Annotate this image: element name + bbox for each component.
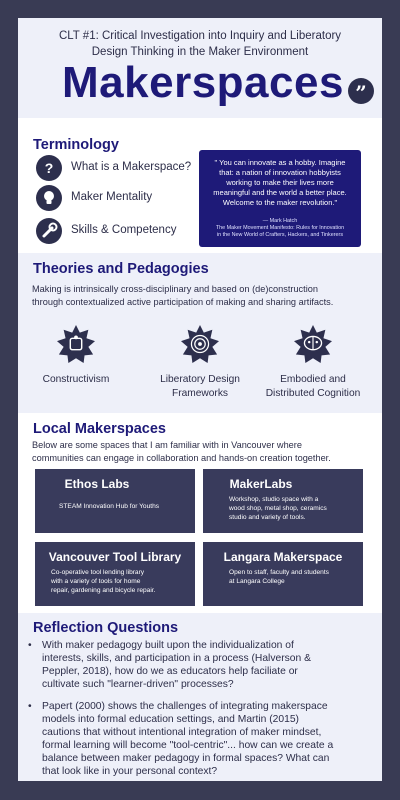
quote-source: The Maker Movement Manifesto: Rules for Innovation [215, 225, 345, 231]
subtitle-line: CLT #1: Critical Investigation into Inquiry and Liberatory [58, 30, 342, 42]
theory-label [145, 373, 255, 401]
header-subtitle [18, 28, 382, 60]
card-desc-line: STEAM Innovation Hub for Youths [59, 503, 160, 510]
intro-line: Below are some spaces that I am familiar with in Vancouver where [32, 440, 302, 450]
card-desc-line: studio and variety of tools. [229, 514, 306, 521]
makerspace-card-langara [203, 542, 363, 606]
card-desc-line: wood shop, metal shop, ceramics [229, 505, 327, 512]
reflection-line: cultivate such "learner-driven" processes? [42, 679, 234, 690]
reflection-line: cautions that without intentional integration of maker mindset, [42, 727, 322, 738]
wrench-icon [36, 218, 62, 244]
term-label: Maker Mentality [71, 191, 153, 203]
terminology-heading: Terminology [33, 137, 119, 153]
quote-line: that: a nation of innovation hobbyists [219, 168, 341, 177]
card-title: Langara Makerspace [223, 550, 343, 564]
puzzle-icon [57, 325, 95, 363]
reflection-line: interests, skills, and participation in a process (Halverson & [42, 653, 311, 664]
theory-label-line: Liberatory Design [160, 374, 240, 385]
infographic-sheet [18, 18, 382, 781]
makerspace-card-ethos [35, 469, 195, 533]
quote-line: meaningful and the world a better place. [213, 188, 347, 197]
card-title: Vancouver Tool Library [48, 550, 182, 564]
reflection-line: With maker pedagogy built upon the individualization of [42, 640, 294, 651]
quote-text [205, 158, 355, 208]
question-icon: ? [36, 155, 62, 181]
theory-label-line: Embodied and [280, 374, 346, 385]
card-desc [229, 568, 365, 586]
reflection-line: formal learning will become "tool-centric"... how can we create a [42, 740, 334, 751]
theory-label-line: Frameworks [171, 388, 229, 399]
local-heading: Local Makerspaces [33, 421, 166, 437]
intro-line: through contextualized active participation of making and sharing artifacts. [32, 297, 334, 307]
card-desc [229, 495, 365, 522]
card-desc-line: at Langara College [229, 578, 285, 585]
header-band [18, 18, 382, 118]
lightbulb-icon [36, 185, 62, 211]
card-desc-line: with a variety of tools for home [51, 578, 141, 585]
card-desc-line: Open to staff, faculty and students [229, 569, 329, 576]
quote-card [199, 150, 361, 247]
bullet-icon: • [28, 701, 32, 712]
card-desc [59, 502, 195, 511]
card-title: MakerLabs [229, 477, 293, 491]
reflection-line: models into formal education settings, and Martin (2015) [42, 714, 299, 725]
spiral-icon [181, 325, 219, 363]
reflection-line: Peppler, 2018), how do we as educators help faciliate or [42, 666, 298, 677]
local-section [18, 413, 382, 613]
card-title: Ethos Labs [64, 477, 130, 491]
reflection-line: Papert (2000) shows the challenges of integrating makerspace [42, 701, 328, 712]
reflection-line: that look like in your personal context? [42, 766, 218, 777]
bullet-icon: • [28, 640, 32, 651]
theories-heading: Theories and Pedagogies [33, 261, 209, 277]
theory-label-line: Distributed Cognition [265, 388, 361, 399]
card-desc [51, 568, 187, 595]
intro-line: Making is intrinsically cross-disciplinary and based on (de)construction [32, 284, 318, 294]
page-title: Makerspaces [62, 58, 344, 107]
brain-icon [294, 325, 332, 363]
card-desc-line: repair, gardening and bicycle repair. [51, 587, 156, 594]
term-label: What is a Makerspace? [71, 161, 192, 173]
quote-attribution [205, 218, 355, 239]
card-desc-line: Co-operative tool lending library [51, 569, 145, 576]
reflection-text [42, 639, 370, 691]
subtitle-line: Design Thinking in the Maker Environment [91, 46, 309, 58]
quote-source: in the New World of Crafters, Hackers, and Tinkerers [216, 232, 344, 238]
quote-line: Welcome to the maker revolution." [222, 198, 338, 207]
card-desc-line: Workshop, studio space with a [229, 496, 319, 503]
makerspace-card-tool-library [35, 542, 195, 606]
theory-label-line: Constructivism [42, 374, 110, 385]
quote-icon: ” [348, 78, 374, 104]
term-label: Skills & Competency [71, 224, 177, 236]
theories-section [18, 253, 382, 413]
theories-intro [32, 283, 372, 309]
local-intro [32, 439, 372, 465]
reflection-line: balance between maker pedagogy in formal spaces? What can [42, 753, 330, 764]
reflection-section [18, 613, 382, 781]
makerspace-card-makerlabs [203, 469, 363, 533]
quote-line: " You can innovate as a hobby. Imagine [214, 158, 346, 167]
theory-label [21, 373, 131, 387]
reflection-heading: Reflection Questions [33, 620, 179, 636]
intro-line: communities can engage in collaboration and hands-on creation together. [32, 453, 331, 463]
theory-label [258, 373, 368, 401]
quote-author: — Mark Hatch [262, 218, 298, 224]
reflection-text [42, 700, 370, 778]
quote-line: working to make their lives more [226, 178, 334, 187]
